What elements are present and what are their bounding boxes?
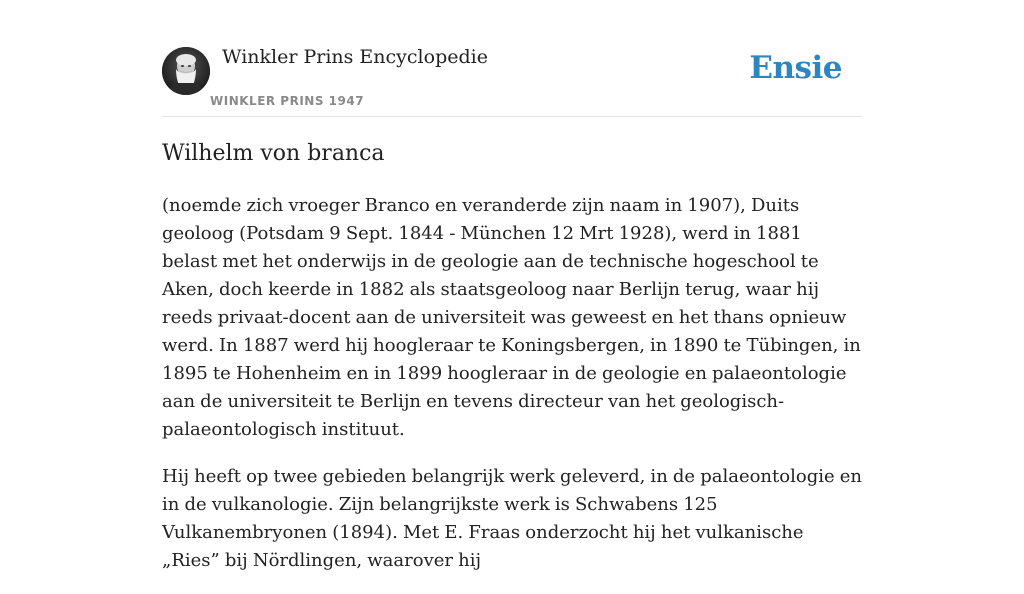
- source-header: [162, 0, 862, 117]
- article-body: [162, 192, 862, 594]
- article-paragraph: Hij heeft op twee gebieden belangrijk werk geleverd, in de palaeontologie en in de vulkanologie. Zijn belangrijkste werk is Schwabens 125 Vulkanembryonen (1894). Met E. Fraas onderzocht hij het vulkanische „Ries” bij Nördlingen, waarover hij: [162, 466, 862, 571]
- article-paragraph: (noemde zich vroeger Branco en veranderde zijn naam in 1907), Duits geoloog (Potsdam 9 Sept. 1844 - München 12 Mrt 1928), werd in 1881 belast met het onderwijs in de geologie aan de technische hogeschool te Aken, doch keerde in 1882 als staatsgeoloog naar Berlijn terug, waar hij reeds privaat-docent aan de universiteit was geweest en het thans opnieuw werd. In 1887 werd hij hoogleraar te Koningsbergen, in 1890 te Tübingen, in 1895 te Hohenheim en in 1899 hoogleraar in de geologie en palaeontologie aan de universiteit te Berlijn en tevens directeur van het geologisch-palaeontologisch instituut.: [162, 195, 861, 440]
- brand-logo[interactable]: Ensie: [749, 50, 842, 86]
- article-title: Wilhelm von branca: [162, 141, 385, 166]
- source-subtitle[interactable]: WINKLER PRINS 1947: [210, 94, 365, 108]
- avatar-icon[interactable]: [162, 47, 210, 95]
- page: [162, 0, 862, 571]
- source-title[interactable]: Winkler Prins Encyclopedie: [222, 46, 488, 68]
